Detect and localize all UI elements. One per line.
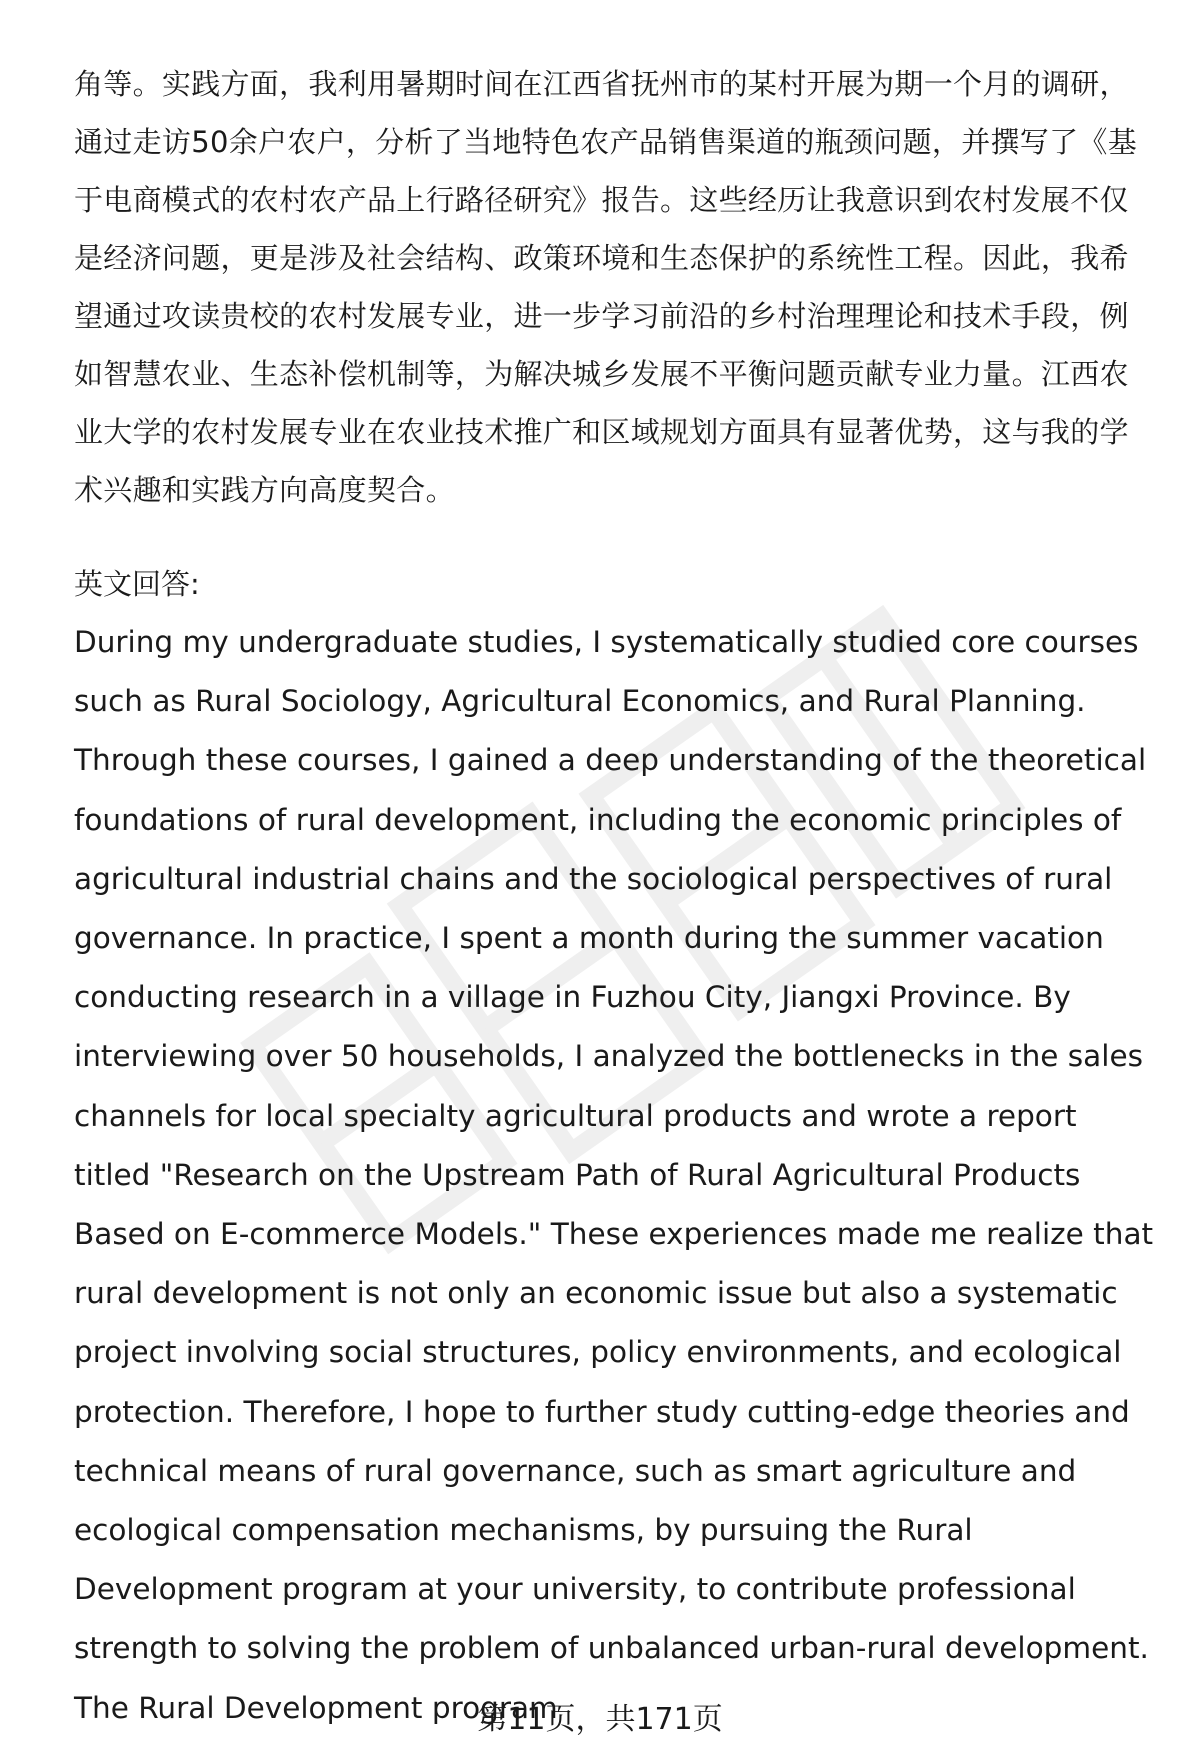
page-number-footer: 第11页，共171页 [477, 1702, 723, 1737]
english-answer-heading: 英文回答: [74, 567, 200, 601]
english-answer-paragraph: During my undergraduate studies, I systematically studied core courses such as Rural Sociology, Agricultural Economics, and Rural Planning. Through these courses, I gained a deep understanding of the theoretical foundations of rural development, including the economic principles of agricultural industrial chains and the sociological perspectives of rural governance. In practice, I spent a month during the summer vacation conducting research in a village in Fuzhou City, Jiangxi Province. By interviewing over 50 households, I analyzed the bottlenecks in the sales channels for local specialty agricultural products and wrote a report titled "Research on the Upstream Path of Rural Agricultural Products Based on E-commerce Models." These experiences made me realize that rural development is not only an economic issue but also a systematic project involving social structures, policy environments, and ecological protection. Therefore, I hope to further study cutting-edge theories and technical means of rural governance, such as smart agriculture and ecological compensation mechanisms, by pursuing the Rural Development program at your university, to contribute professional strength to solving the problem of unbalanced urban-rural development. The Rural Development program [74, 625, 1154, 1725]
chinese-answer-paragraph: 角等。实践方面，我利用暑期时间在江西省抚州市的某村开展为期一个月的调研，通过走访50余户农户，分析了当地特色农产品销售渠道的瓶颈问题，并撰写了《基于电商模式的农村农产品上行路径研究》报告。这些经历让我意识到农村发展不仅是经济问题，更是涉及社会结构、政策环境和生态保护的系统性工程。因此，我希望通过攻读贵校的农村发展专业，进一步学习前沿的乡村治理理论和技术手段，例如智慧农业、生态补偿机制等，为解决城乡发展不平衡问题贡献专业力量。江西农业大学的农村发展专业在农业技术推广和区域规划方面具有显著优势，这与我的学术兴趣和实践方向高度契合。 [74, 67, 1138, 507]
document-body [74, 55, 1154, 1738]
